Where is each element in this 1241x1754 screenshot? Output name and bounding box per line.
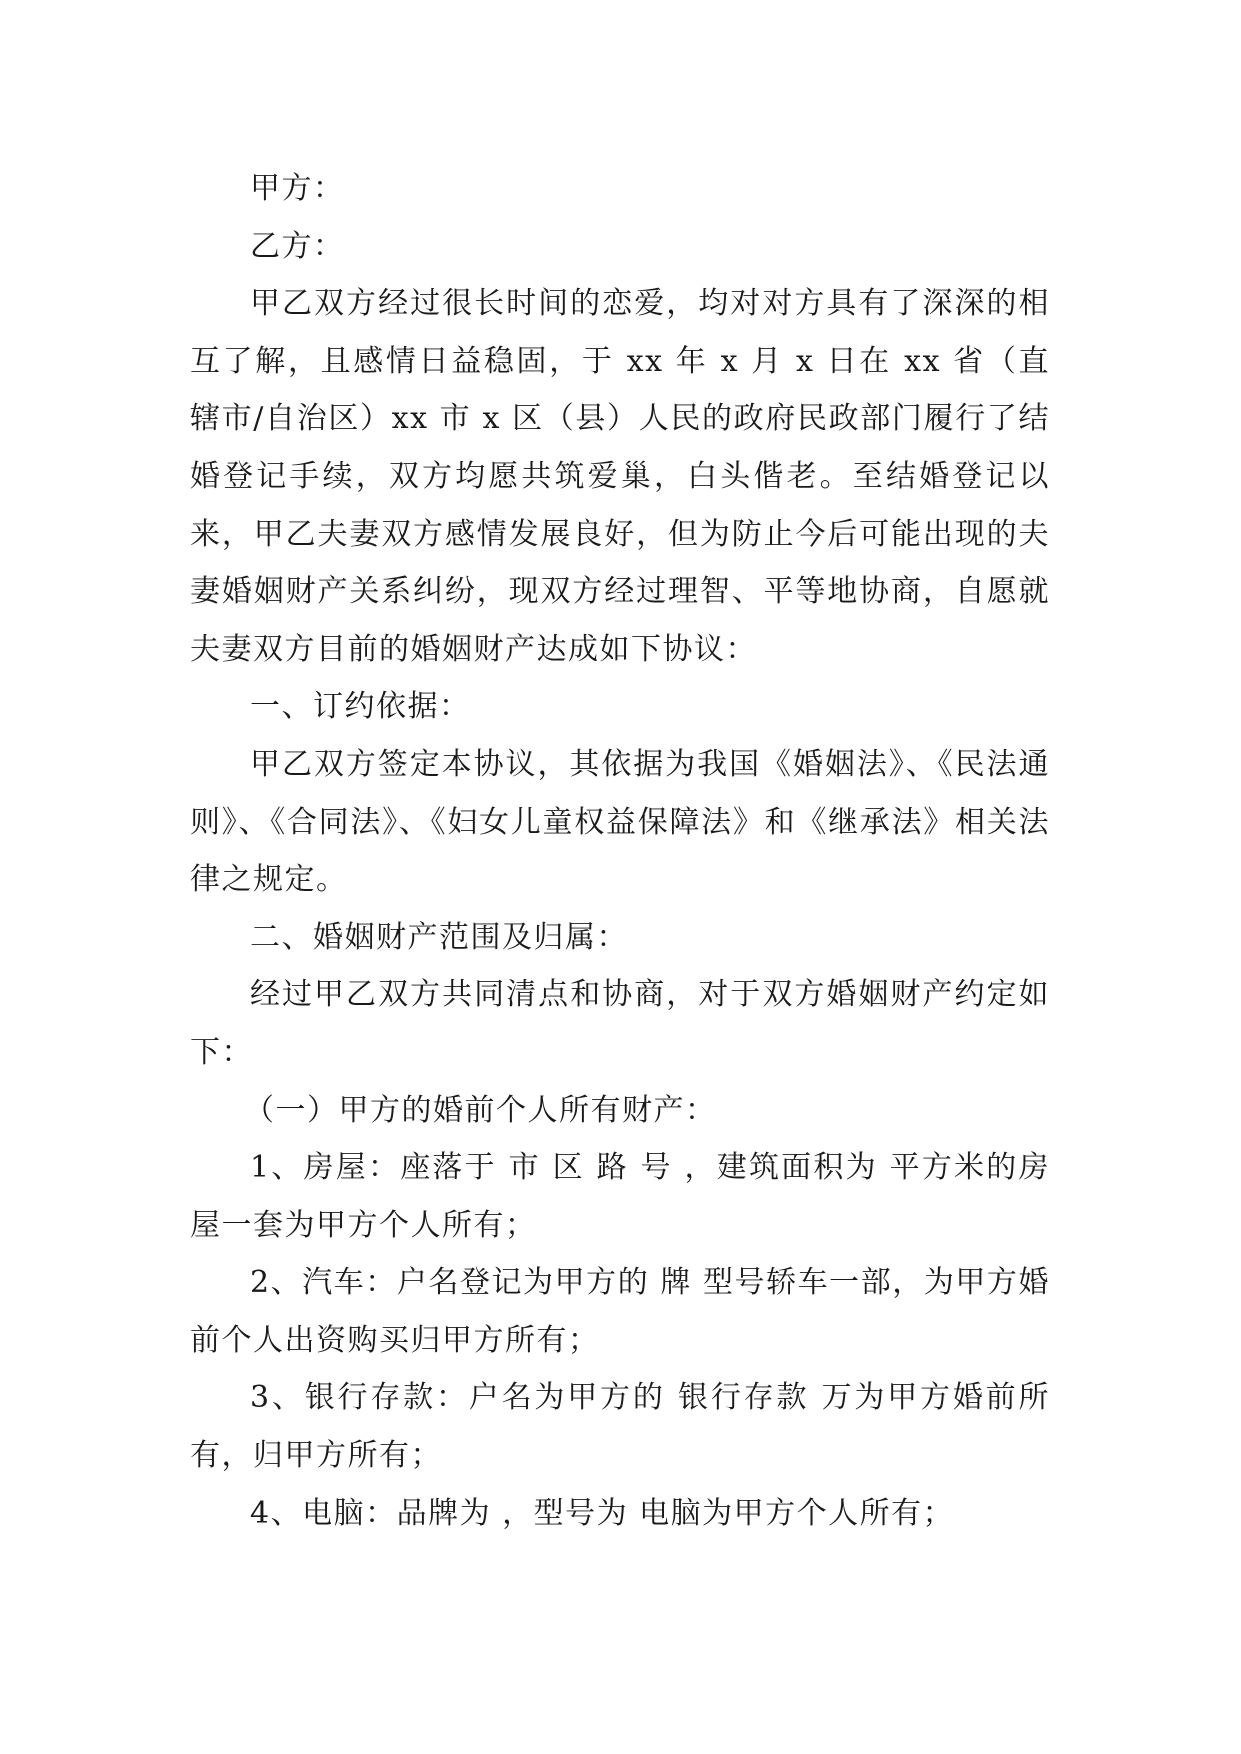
- party-b-line: 乙方：: [250, 228, 345, 264]
- party-a-line: 甲方：: [250, 171, 345, 206]
- preamble-paragraph: 甲乙双方经过很长时间的恋爱，均对对方具有了深深的相互了解，且感情日益稳固，于 xx 年 x 月 x 日在 xx 省（直辖市/自治区）xx 市 x 区（县）人民的政府民政部门履行了结婚登记手续，双方均愿共筑爱巢，白头偕老。至结婚登记以来，甲乙夫妻双方感情发展良好，但为防止今后可能出现的夫妻婚姻财产关系纠纷，现双方经过理智、平等地协商，自愿就夫妻双方目前的婚姻财产达成如下协议：: [190, 286, 1050, 667]
- section-2-heading: 二、婚姻财产范围及归属：: [250, 919, 628, 955]
- item-computer: 4、电脑：品牌为 ，型号为 电脑为甲方个人所有；: [250, 1495, 955, 1531]
- item-car: 2、汽车：户名登记为甲方的 牌 型号轿车一部，为甲方婚前个人出资购买归甲方所有；: [190, 1265, 1050, 1358]
- section-1-heading: 一、订约依据：: [250, 689, 471, 725]
- item-house: 1、房屋：座落于 市 区 路 号 ，建筑面积为 平方米的房屋一套为甲方个人所有；: [190, 1150, 1050, 1243]
- document-page: [190, 160, 1050, 1542]
- section-1-body: 甲乙双方签定本协议，其依据为我国《婚姻法》、《民法通则》、《合同法》、《妇女儿童权益保障法》和《继承法》相关法律之规定。: [190, 746, 1050, 898]
- section-2-body: 经过甲乙双方共同清点和协商，对于双方婚姻财产约定如下：: [190, 977, 1050, 1070]
- subsection-1-heading: （一）甲方的婚前个人所有财产：: [244, 1092, 717, 1128]
- item-bank-deposit: 3、银行存款：户名为甲方的 银行存款 万为甲方婚前所有，归甲方所有；: [190, 1380, 1050, 1474]
